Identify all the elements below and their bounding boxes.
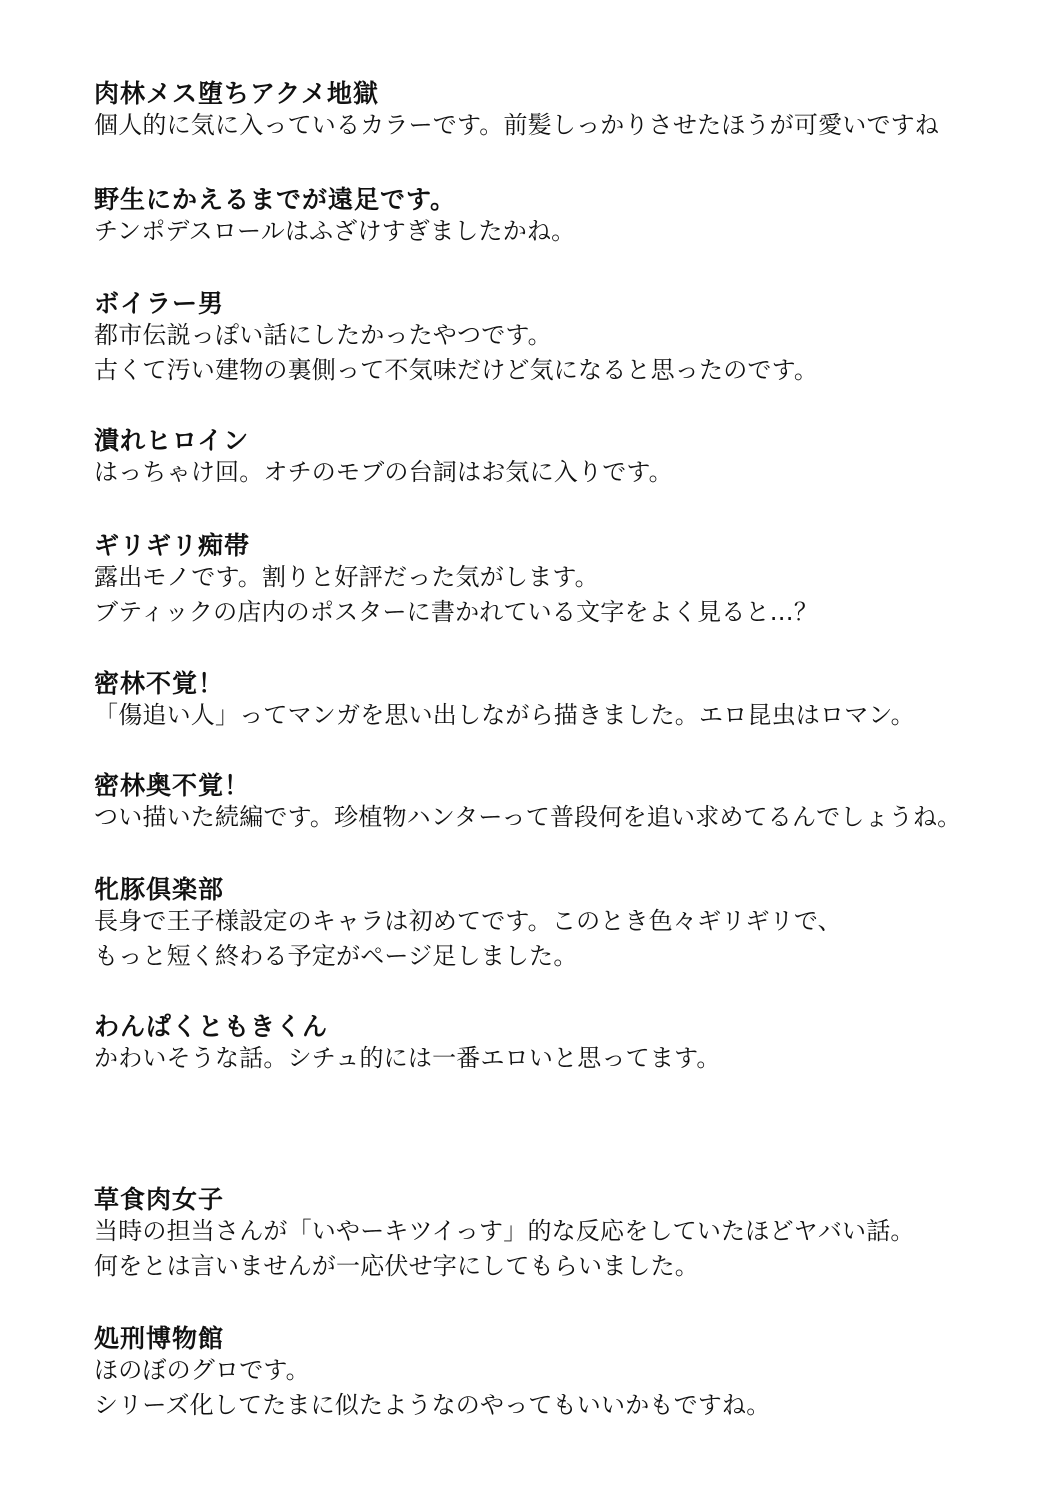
entry-line: ほのぼのグロです。 — [94, 1356, 310, 1384]
entry-title: 潰れヒロイン — [94, 426, 250, 455]
entry-body — [94, 698, 1044, 733]
entry-title: 草食肉女子 — [94, 1185, 225, 1214]
entry-mebuta-club — [94, 876, 1044, 974]
entry-line: 長身で王子様設定のキャラは初めてです。このとき色々ギリギリで、 — [94, 907, 842, 935]
entry-body — [94, 108, 1044, 143]
entry-line: 古くて汚い建物の裏側って不気味だけど気になると思ったのです。 — [94, 356, 819, 384]
entry-title: 野生にかえるまでが遠足です。 — [94, 185, 457, 214]
entry-title: 処刑博物館 — [94, 1324, 225, 1353]
entry-body — [94, 318, 1044, 388]
entry-line: チンポデスロールはふざけすぎましたかね。 — [94, 217, 576, 245]
entry-title: 密林奥不覚！ — [94, 771, 251, 800]
entry-yasei-ensoku — [94, 186, 1044, 249]
entry-title: 牝豚倶楽部 — [94, 875, 225, 904]
entry-girigiri-chitai — [94, 532, 1044, 630]
entry-body — [94, 560, 1044, 630]
entry-line: つい描いた続編です。珍植物ハンターって普段何を追い求めてるんでしょうね。 — [94, 803, 962, 831]
entry-body — [94, 800, 1044, 835]
entry-mitsurin-oku-fukaku — [94, 772, 1044, 835]
entry-body — [94, 904, 1044, 974]
entry-title: わんぱくともきくん — [94, 1012, 329, 1041]
entry-boiler-otoko — [94, 290, 1044, 388]
entry-title: 肉林メス堕ちアクメ地獄 — [94, 79, 380, 108]
entry-body — [94, 455, 1044, 490]
entry-line: かわいそうな話。シチュ的には一番エロいと思ってます。 — [94, 1044, 721, 1072]
entry-nikurin-mesuochi — [94, 80, 1044, 143]
entry-line: ブティックの店内のポスターに書かれている文字をよく見ると…？ — [94, 598, 819, 626]
comment-page — [94, 0, 1044, 1500]
entry-body — [94, 1353, 1044, 1423]
entry-line: シリーズ化してたまに似たようなのやってもいいかもですね。 — [94, 1391, 771, 1419]
entry-title: ギリギリ痴帯 — [94, 531, 251, 560]
entry-line: もっと短く終わる予定がページ足しました。 — [94, 942, 578, 970]
entry-line: 都市伝説っぽい話にしたかったやつです。 — [94, 321, 552, 349]
entry-soushoku-nikujoshi — [94, 1186, 1044, 1284]
entry-mitsurin-fukaku — [94, 670, 1044, 733]
entry-shokei-hakubutsukan — [94, 1325, 1044, 1423]
entry-tsubure-heroine — [94, 427, 1044, 490]
entry-line: はっちゃけ回。オチのモブの台詞はお気に入りです。 — [94, 458, 673, 486]
entry-wanpaku-tomoki — [94, 1013, 1044, 1076]
entry-body — [94, 214, 1044, 249]
entry-line: 「傷追い人」ってマンガを思い出しながら描きました。エロ昆虫はロマン。 — [94, 701, 915, 729]
entry-line: 何をとは言いませんが一応伏せ字にしてもらいました。 — [94, 1252, 699, 1280]
entry-line: 露出モノです。割りと好評だった気がします。 — [94, 563, 599, 591]
entry-title: ボイラー男 — [94, 289, 225, 318]
entry-line: 個人的に気に入っているカラーです。前髪しっかりさせたほうが可愛いですね — [94, 111, 940, 139]
entry-body — [94, 1041, 1044, 1076]
entry-title: 密林不覚！ — [94, 669, 225, 698]
entry-line: 当時の担当さんが「いやーキツイっす」的な反応をしていたほどヤバい話。 — [94, 1217, 915, 1245]
entry-body — [94, 1214, 1044, 1284]
